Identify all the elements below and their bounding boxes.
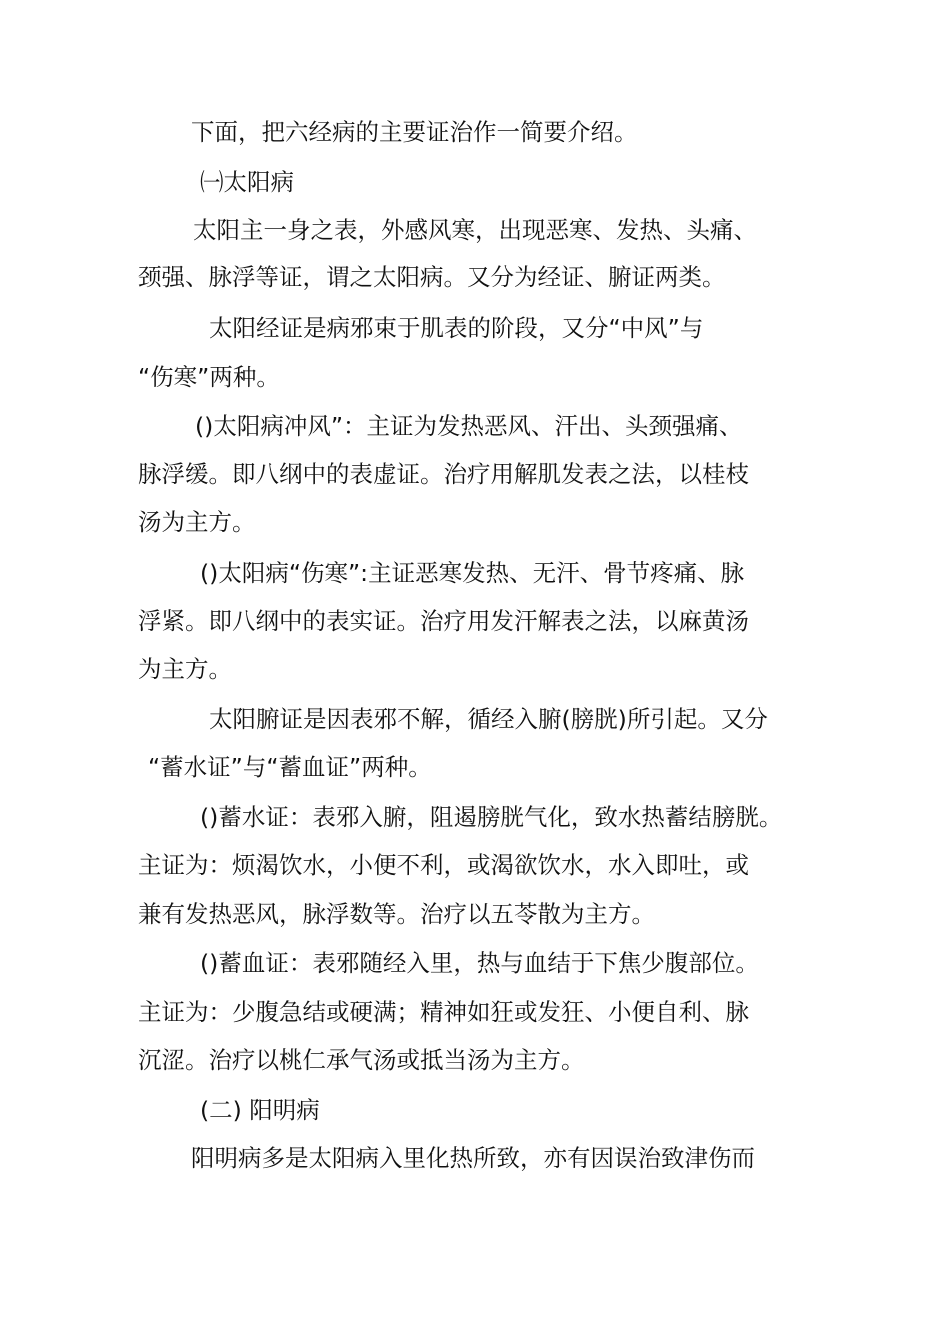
text-line: 太阳经证是病邪束于肌表的阶段，又分“中风”与: [209, 314, 704, 342]
text-line: 汤为主方。: [138, 508, 256, 536]
text-line: 阳明病多是太阳病入里化热所致，亦有因误治致津伤而: [191, 1144, 755, 1172]
text-line: 颈强、脉浮等证，谓之太阳病。又分为经证、腑证两类。: [138, 263, 726, 291]
text-line: ()蓄水证：表邪入腑，阻遏膀胱气化，致水热蓄结膀胱。: [200, 803, 783, 831]
text-line: 太阳主一身之表，外感风寒，出现恶寒、发热、头痛、: [193, 216, 757, 244]
text-line: 脉浮缓。即八纲中的表虚证。治疗用解肌发表之法，以桂枝: [138, 460, 749, 488]
text-line: 浮紧。即八纲中的表实证。治疗用发汗解表之法，以麻黄汤: [138, 607, 749, 635]
text-line: 主证为：少腹急结或硬满；精神如狂或发狂、小便自利、脉: [138, 998, 749, 1026]
text-line: ()太阳病“伤寒”:主证恶寒发热、无汗、骨节疼痛、脉: [200, 559, 745, 587]
section-heading: (二) 阳明病: [200, 1096, 320, 1124]
text-line: ()蓄血证：表邪随经入里，热与血结于下焦少腹部位。: [200, 949, 759, 977]
text-line: ()太阳病冲风”：主证为发热恶风、汗出、头颈强痛、: [195, 412, 743, 440]
text-line: “蓄水证”与“蓄血证”两种。: [148, 753, 432, 781]
text-line: “伤寒”两种。: [138, 363, 280, 391]
section-heading: ㈠太阳病: [200, 168, 294, 196]
text-line: 沉涩。治疗以桃仁承气汤或抵当汤为主方。: [138, 1046, 585, 1074]
text-line: 兼有发热恶风，脉浮数等。治疗以五苓散为主方。: [138, 900, 655, 928]
text-line: 主证为：烦渴饮水，小便不利，或渴欲饮水，水入即吐，或: [138, 851, 749, 879]
text-line: 下面，把六经病的主要证治作一简要介绍。: [191, 118, 638, 146]
text-line: 太阳腑证是因表邪不解，循经入腑(膀胱)所引起。又分: [209, 705, 768, 733]
text-line: 为主方。: [138, 655, 232, 683]
